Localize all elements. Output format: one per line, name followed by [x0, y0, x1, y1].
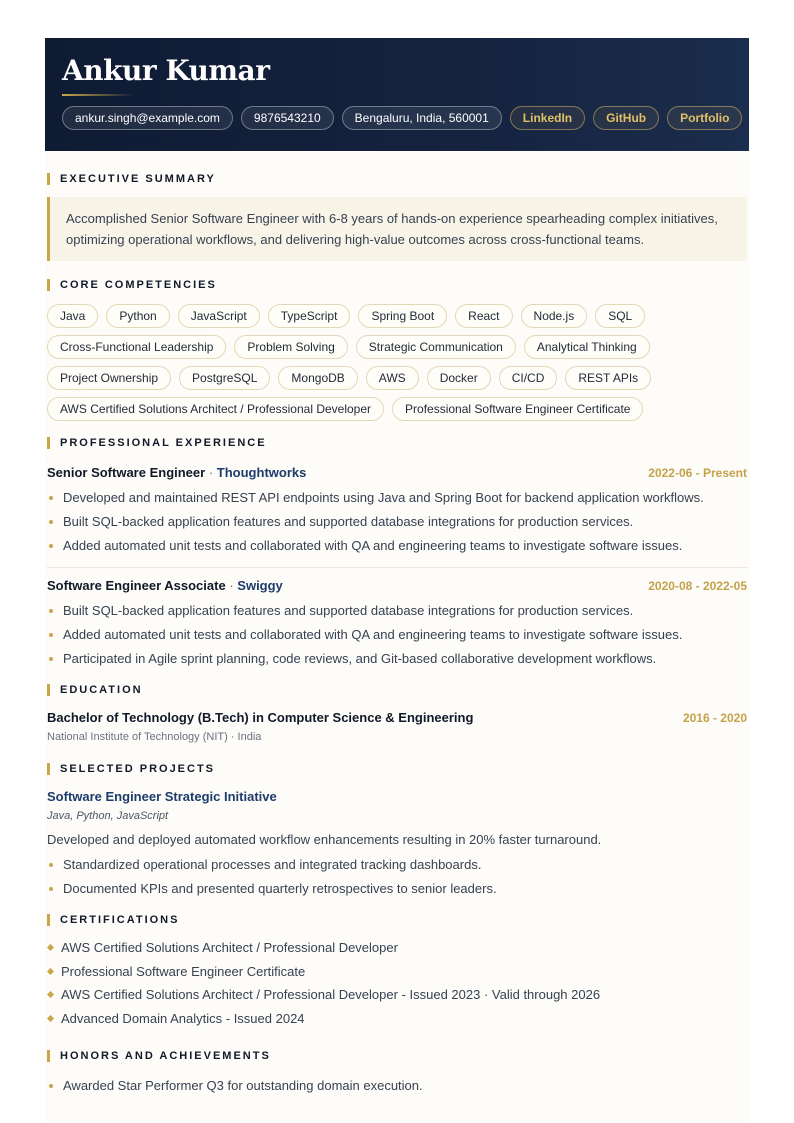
skill-chip: Analytical Thinking: [524, 335, 650, 359]
skill-chip: AWS Certified Solutions Architect / Professional Developer: [47, 397, 384, 421]
list-item: Added automated unit tests and collaborated with QA and engineering teams to investigate software issues.: [47, 534, 747, 558]
list-item: Built SQL-backed application features and supported database integrations for production services.: [47, 599, 747, 623]
skill-chip: Python: [106, 304, 169, 328]
job-separator: ·: [229, 578, 234, 593]
section-title-honors: HONORS AND ACHIEVEMENTS: [47, 1048, 747, 1064]
skill-chip: Problem Solving: [234, 335, 347, 359]
list-item: Added automated unit tests and collaborated with QA and engineering teams to investigate software issues.: [47, 623, 747, 647]
experience-item: [47, 578, 747, 671]
skill-chip: Java: [47, 304, 98, 328]
skill-chip: PostgreSQL: [179, 366, 270, 390]
section-title-projects: SELECTED PROJECTS: [47, 761, 747, 777]
skill-chip: React: [455, 304, 512, 328]
project-title: Software Engineer Strategic Initiative: [47, 789, 277, 804]
job-dates: 2020-08 - 2022-05: [648, 579, 747, 593]
job-header: [47, 578, 747, 593]
resume-body: [45, 171, 749, 1098]
education-degree: Bachelor of Technology (B.Tech) in Computer Science & Engineering: [47, 710, 474, 725]
section-title-education: EDUCATION: [47, 682, 747, 698]
skill-chip: Node.js: [521, 304, 588, 328]
contact-bar: [62, 106, 732, 130]
list-item: Advanced Domain Analytics - Issued 2024: [47, 1007, 747, 1031]
phone-chip: 9876543210: [241, 106, 334, 130]
resume-header: [45, 38, 749, 151]
section-title-summary: EXECUTIVE SUMMARY: [47, 171, 747, 187]
job-dates: 2022-06 - Present: [648, 466, 747, 480]
job-company: Swiggy: [237, 578, 283, 593]
github-link[interactable]: GitHub: [593, 106, 659, 130]
name-underline: [62, 94, 134, 96]
education-header: [47, 710, 747, 725]
experience-divider: [47, 567, 747, 568]
job-bullets: [47, 599, 747, 671]
honors-list: [47, 1074, 747, 1098]
list-item: Awarded Star Performer Q3 for outstanding domain execution.: [47, 1074, 747, 1098]
job-header: [47, 465, 747, 480]
list-item: Built SQL-backed application features and supported database integrations for production services.: [47, 510, 747, 534]
list-item: Standardized operational processes and integrated tracking dashboards.: [47, 853, 747, 877]
skill-chip: JavaScript: [178, 304, 260, 328]
section-title-certifications: CERTIFICATIONS: [47, 912, 747, 928]
skill-chip: Cross-Functional Leadership: [47, 335, 226, 359]
project-bullets: [47, 853, 747, 901]
job-title: Software Engineer Associate: [47, 578, 226, 593]
list-item: Developed and maintained REST API endpoints using Java and Spring Boot for backend application workflows.: [47, 486, 747, 510]
list-item: Participated in Agile sprint planning, code reviews, and Git-based collaborative development workflows.: [47, 647, 747, 671]
skill-chip: Spring Boot: [358, 304, 447, 328]
job-role: [47, 578, 283, 593]
skill-chip: Professional Software Engineer Certificate: [392, 397, 643, 421]
education-school: National Institute of Technology (NIT) · India: [47, 731, 262, 743]
section-title-competencies: CORE COMPETENCIES: [47, 277, 747, 293]
email-chip[interactable]: ankur.singh@example.com: [62, 106, 233, 130]
job-company: Thoughtworks: [216, 465, 307, 480]
list-item: Professional Software Engineer Certificate: [47, 960, 747, 984]
skill-chip: REST APIs: [565, 366, 651, 390]
certifications-list: [47, 936, 747, 1030]
job-title: Senior Software Engineer: [47, 465, 206, 480]
project-tech-stack: Java, Python, JavaScript: [47, 810, 169, 822]
education-dates: 2016 - 2020: [682, 711, 747, 725]
candidate-name: Ankur Kumar: [62, 54, 270, 87]
project-description: Developed and deployed automated workflow enhancements resulting in 20% faster turnaround.: [47, 832, 602, 847]
job-bullets: [47, 486, 747, 558]
summary-box: Accomplished Senior Software Engineer with 6-8 years of hands-on experience spearheading complex initiatives, optimizing operational workflows, and delivering high-value outcomes across cross-functional teams.: [47, 197, 747, 261]
skill-chip: Docker: [427, 366, 491, 390]
job-separator: ·: [208, 465, 214, 480]
skill-chip: AWS: [366, 366, 419, 390]
skill-chip: TypeScript: [268, 304, 351, 328]
location-chip: Bengaluru, India, 560001: [342, 106, 502, 130]
skill-chip: SQL: [595, 304, 645, 328]
list-item: Documented KPIs and presented quarterly retrospectives to senior leaders.: [47, 877, 747, 901]
list-item: AWS Certified Solutions Architect / Professional Developer - Issued 2023 · Valid through 2026: [47, 983, 747, 1007]
skill-chip: MongoDB: [278, 366, 357, 390]
job-role: [47, 465, 306, 480]
list-item: AWS Certified Solutions Architect / Professional Developer: [47, 936, 747, 960]
portfolio-link[interactable]: Portfolio: [667, 106, 742, 130]
section-title-experience: PROFESSIONAL EXPERIENCE: [47, 435, 747, 451]
skills-list: [47, 304, 687, 421]
skill-chip: Strategic Communication: [356, 335, 516, 359]
resume-page: [45, 38, 749, 1123]
skill-chip: Project Ownership: [47, 366, 171, 390]
linkedin-link[interactable]: LinkedIn: [510, 106, 585, 130]
skill-chip: CI/CD: [499, 366, 558, 390]
experience-item: [47, 465, 747, 558]
